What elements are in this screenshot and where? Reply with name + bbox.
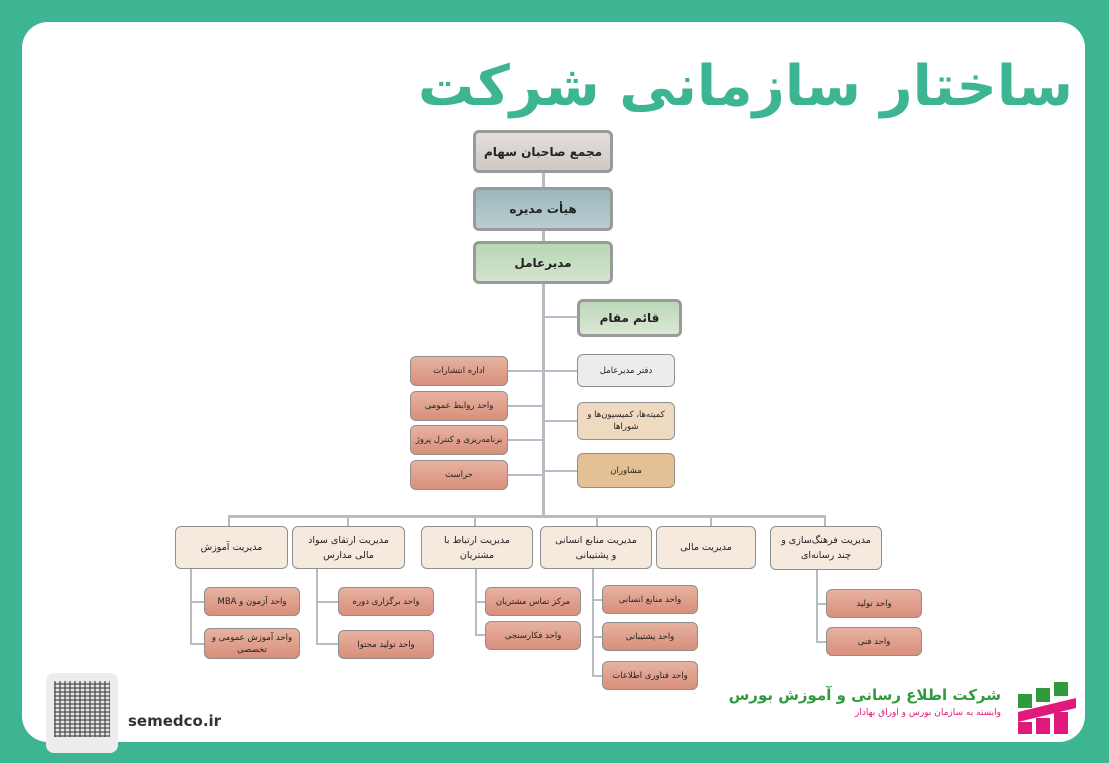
connector-right-branch: [544, 470, 578, 472]
connector-sub: [475, 601, 485, 603]
management-hr-support: مدیریت منابع انسانی و پشتیبانی: [540, 526, 652, 569]
connector-left-branch: [508, 405, 544, 407]
culture-unit-technical: واحد فنی: [826, 627, 922, 656]
connector-sub: [816, 603, 826, 605]
connector-sub: [592, 599, 602, 601]
management-finance: مدیریت مالی: [656, 526, 756, 569]
connector-sub: [592, 675, 602, 677]
right-unit-committees: کمیته‌ها، کمیسیون‌ها و شوراها: [577, 402, 675, 440]
page-title: ساختار سازمانی شرکت: [417, 54, 1073, 119]
customer-unit-opinion-survey: واحد فکارسنجی: [485, 621, 581, 650]
hr-unit-human-resources: واحد منابع انسانی: [602, 585, 698, 614]
literacy-unit-content: واحد تولید محتوا: [338, 630, 434, 659]
hr-unit-support: واحد پشتیبانی: [602, 622, 698, 651]
hr-unit-it: واحد فناوری اطلاعات: [602, 661, 698, 690]
connector-drop: [474, 515, 476, 526]
connector-left-branch: [508, 370, 544, 372]
connector-right-branch: [544, 420, 578, 422]
connector-sub-trunk: [592, 568, 594, 676]
management-customer-relations: مدیریت ارتباط با مشتریان: [421, 526, 533, 569]
company-subtitle: وابسته به سازمان بورس و اوراق بهادار: [855, 708, 1001, 718]
company-branding: [729, 686, 1001, 718]
education-unit-mba-exam: واحد آزمون و MBA: [204, 587, 300, 616]
connector-sub-trunk: [316, 568, 318, 644]
connector-right-branch: [544, 370, 578, 372]
right-unit-advisors: مشاوران: [577, 453, 675, 488]
connector-sub: [475, 634, 485, 636]
connector-sub: [316, 643, 338, 645]
management-culture-media: مدیریت فرهنگ‌سازی و چند رسانه‌ای: [770, 526, 882, 570]
connector-drop: [228, 515, 230, 526]
connector-sub: [190, 643, 204, 645]
connector-deputy: [542, 316, 578, 318]
education-unit-general-training: واحد آموزش عمومی و تخصصی: [204, 628, 300, 659]
qr-code[interactable]: [46, 673, 118, 753]
management-education: مدیریت آموزش: [175, 526, 288, 569]
board-box: هیأت مدیره: [473, 187, 613, 231]
connector-sub: [592, 636, 602, 638]
right-unit-ceo-office: دفتر مدیرعامل: [577, 354, 675, 387]
customer-unit-call-center: مرکز تماس مشتریان: [485, 587, 581, 616]
connector-left-branch: [508, 439, 544, 441]
qr-code-pattern: [54, 681, 110, 737]
left-unit-security: حراست: [410, 460, 508, 490]
connector-sub: [316, 601, 338, 603]
connector-drop: [824, 515, 826, 526]
connector-sub-trunk: [190, 568, 192, 643]
connector-drop: [596, 515, 598, 526]
left-unit-public-relations: واحد روابط عمومی: [410, 391, 508, 421]
ceo-box: مدیرعامل: [473, 241, 613, 284]
culture-unit-production: واحد تولید: [826, 589, 922, 618]
connector-sub: [816, 641, 826, 643]
connector-horizontal-bar: [228, 515, 826, 518]
connector-drop: [710, 515, 712, 526]
left-unit-publications: اداره انتشارات: [410, 356, 508, 386]
connector-sub: [190, 601, 204, 603]
management-financial-literacy: مدیریت ارتقای سواد مالی مدارس: [292, 526, 405, 569]
literacy-unit-courses: واحد برگزاری دوره: [338, 587, 434, 616]
website-link[interactable]: semedco.ir: [128, 712, 222, 730]
shareholders-box: مجمع صاحبان سهام: [473, 130, 613, 173]
deputy-box: قائم مقام: [577, 299, 682, 337]
connector-drop: [347, 515, 349, 526]
company-logo-icon: [1016, 678, 1078, 736]
left-unit-planning: برنامه‌ریزی و کنترل پروژ: [410, 425, 508, 455]
company-name: شرکت اطلاع رسانی و آموزش بورس: [728, 686, 1001, 704]
connector-sub-trunk: [816, 570, 818, 642]
connector-left-branch: [508, 474, 544, 476]
